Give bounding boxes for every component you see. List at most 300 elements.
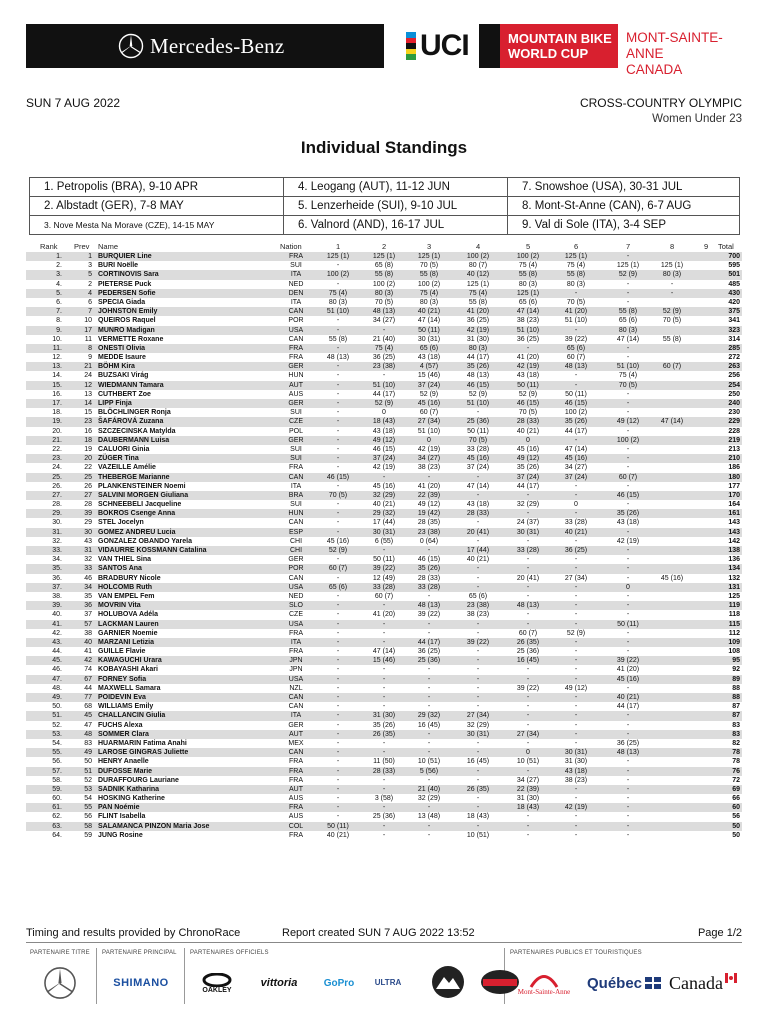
rider-name: HENRY Anaelle: [98, 758, 149, 766]
round-points-cell: 33 (28): [417, 583, 441, 591]
round-points-cell: -: [526, 721, 530, 729]
vittoria-logo: vittoria: [260, 977, 298, 989]
rank-cell: 43.: [52, 638, 62, 646]
round-points-cell: 70 (5): [662, 317, 682, 325]
prev-rank-cell: 6: [88, 298, 92, 306]
rank-cell: 25.: [52, 473, 62, 481]
rank-cell: 50.: [52, 703, 62, 711]
rank-cell: 16.: [52, 390, 62, 398]
prev-rank-cell: 41: [84, 648, 92, 656]
round-points-cell: -: [574, 565, 578, 573]
table-row: [26, 730, 742, 739]
total-points: 92: [732, 666, 740, 674]
round-points-cell: -: [574, 381, 578, 389]
round-points-cell: 100 (2): [326, 271, 350, 279]
round-points-cell: -: [526, 813, 530, 821]
total-points: 420: [728, 298, 740, 306]
rider-name: JOHNSTON Emily: [98, 308, 158, 316]
rank-cell: 51.: [52, 712, 62, 720]
round-points-cell: 19 (42): [417, 510, 441, 518]
nation-cell: MEX: [288, 739, 304, 747]
round-points-cell: 43 (18): [417, 354, 441, 362]
race-cell: 4. Leogang (AUT), 11-12 JUN: [284, 178, 508, 197]
round-points-cell: 16 (45): [417, 721, 441, 729]
round-points-cell: -: [336, 501, 340, 509]
rider-name: HUARMARIN Fatima Anahi: [98, 739, 187, 747]
round-points-cell: 55 (8): [566, 271, 586, 279]
report-created: Report created SUN 7 AUG 2022 13:52: [282, 927, 475, 939]
round-points-cell: -: [526, 583, 530, 591]
round-points-cell: 70 (5): [468, 436, 488, 444]
round-points-cell: 0: [574, 501, 578, 509]
mont-sainte-anne-logo: [512, 964, 576, 1004]
round-points-cell: -: [574, 694, 578, 701]
round-points-cell: 39 (22): [417, 611, 441, 619]
round-points-cell: 125 (1): [326, 253, 350, 260]
prev-rank-cell: 8: [88, 344, 92, 352]
rank-cell: 19.: [52, 418, 62, 426]
race-cell: 3. Nove Mesta Na Morave (CZE), 14-15 MAY: [30, 216, 284, 235]
round-points-cell: 75 (4): [468, 289, 488, 297]
total-points: 60: [732, 804, 740, 812]
round-points-cell: 17 (44): [372, 519, 396, 527]
total-points: 341: [728, 317, 740, 325]
table-row: [26, 307, 742, 316]
rider-name: BUZSAKI Virág: [98, 372, 149, 380]
round-points-cell: 22 (39): [417, 491, 441, 499]
total-points: 228: [728, 427, 740, 435]
round-points-cell: -: [626, 804, 630, 812]
round-points-cell: -: [382, 739, 386, 747]
table-row: [26, 298, 742, 307]
nation-cell: SUI: [290, 501, 302, 509]
rank-cell: 60.: [52, 795, 62, 803]
round-points-cell: 48 (13): [466, 372, 490, 380]
round-points-cell: -: [626, 712, 630, 720]
round-points-cell: 33 (28): [564, 519, 588, 527]
round-points-cell: -: [574, 831, 578, 839]
round-points-cell: 49 (12): [616, 418, 640, 426]
rank-cell: 26.: [52, 482, 62, 490]
rider-name: WILLIAMS Emily: [98, 703, 154, 711]
table-row: [26, 280, 742, 289]
col-round: 2: [382, 242, 387, 251]
venue-line1: MONT-SAINTE-ANNE: [626, 30, 723, 61]
rank-cell: 13.: [52, 363, 62, 371]
round-points-cell: -: [336, 280, 340, 288]
prev-rank-cell: 23: [84, 418, 92, 426]
nation-cell: AUS: [288, 795, 304, 803]
round-points-cell: -: [626, 556, 630, 564]
round-points-cell: -: [574, 436, 578, 444]
rank-cell: 40.: [52, 611, 62, 619]
round-points-cell: 52 (9): [566, 629, 586, 637]
round-points-cell: 45 (16): [417, 400, 441, 407]
table-row: [26, 482, 742, 491]
round-points-cell: 51 (10): [466, 400, 490, 407]
uci-logo: [384, 24, 479, 68]
round-points-cell: -: [382, 547, 386, 554]
round-points-cell: -: [626, 574, 630, 582]
nation-cell: USA: [288, 583, 304, 591]
round-points-cell: 48 (13): [564, 363, 588, 371]
round-points-cell: -: [336, 657, 340, 665]
round-points-cell: -: [336, 464, 340, 472]
round-points-cell: -: [336, 703, 340, 711]
rider-name: CALUORI Ginia: [98, 445, 150, 453]
round-points-cell: -: [526, 831, 530, 839]
round-points-cell: 30 (31): [466, 730, 490, 738]
round-points-cell: 100 (2): [466, 253, 490, 260]
rank-cell: 33.: [52, 547, 62, 554]
rank-cell: 24.: [52, 464, 62, 472]
round-points-cell: 44 (17): [417, 638, 441, 646]
table-row: [26, 353, 742, 362]
round-points-cell: 125 (1): [564, 253, 588, 260]
round-points-cell: -: [574, 721, 578, 729]
rider-name: JUNG Rosine: [98, 831, 143, 839]
round-points-cell: 18 (43): [516, 804, 540, 812]
round-points-cell: -: [382, 749, 386, 757]
round-points-cell: -: [336, 648, 340, 656]
table-row: [26, 362, 742, 371]
round-points-cell: -: [526, 739, 530, 747]
nation-cell: USA: [288, 326, 304, 334]
prev-rank-cell: 59: [84, 831, 92, 839]
round-points-cell: 80 (7): [468, 262, 488, 270]
race-cell: 2. Albstadt (GER), 7-8 MAY: [30, 197, 284, 216]
prev-rank-cell: 31: [84, 547, 92, 554]
quebec-logo: [586, 972, 662, 994]
round-points-cell: 65 (8): [374, 262, 394, 270]
round-points-cell: 40 (21): [466, 556, 490, 564]
prev-rank-cell: 3: [88, 262, 92, 270]
round-points-cell: -: [382, 694, 386, 701]
footer-divider: [26, 942, 742, 943]
round-points-cell: 100 (2): [372, 280, 396, 288]
round-points-cell: 36 (25): [417, 648, 441, 656]
round-points-cell: -: [574, 795, 578, 803]
round-points-cell: 60 (7): [518, 629, 538, 637]
round-points-cell: -: [574, 289, 578, 297]
prev-rank-cell: 24: [84, 372, 92, 380]
round-points-cell: -: [382, 629, 386, 637]
round-points-cell: 52 (9): [468, 390, 488, 398]
round-points-cell: 13 (48): [417, 813, 441, 821]
round-points-cell: -: [626, 795, 630, 803]
total-points: 118: [728, 611, 740, 619]
round-points-cell: 80 (3): [662, 271, 682, 279]
rank-cell: 34.: [52, 556, 62, 564]
table-row: [26, 390, 742, 399]
round-points-cell: 46 (15): [564, 400, 588, 407]
round-points-cell: -: [626, 638, 630, 646]
round-points-cell: -: [574, 510, 578, 518]
round-points-cell: 35 (26): [564, 418, 588, 426]
total-points: 314: [728, 335, 740, 343]
nation-cell: NED: [288, 280, 304, 288]
round-points-cell: -: [626, 629, 630, 637]
round-points-cell: 30 (31): [516, 528, 540, 536]
round-points-cell: 0: [526, 749, 530, 757]
round-points-cell: -: [476, 675, 480, 683]
round-points-cell: 32 (29): [417, 795, 441, 803]
rider-name: MEDDE Isaure: [98, 354, 146, 362]
oakley-text: OAKLEY: [202, 986, 232, 994]
race-cell: 8. Mont-St-Anne (CAN), 6-7 AUG: [508, 197, 740, 216]
round-points-cell: 44 (17): [616, 703, 640, 711]
prev-rank-cell: 53: [84, 785, 92, 793]
total-points: 50: [732, 831, 740, 839]
round-points-cell: 36 (25): [564, 547, 588, 554]
rank-cell: 14.: [52, 372, 62, 380]
quebec-flag-icon: [645, 977, 661, 989]
round-points-cell: 52 (9): [328, 547, 348, 554]
total-points: 119: [728, 602, 740, 610]
round-points-cell: 15 (46): [417, 372, 441, 380]
rank-cell: 23.: [52, 455, 62, 463]
rider-name: BOKROS Csenge Anna: [98, 510, 176, 518]
rank-cell: 28.: [52, 501, 62, 509]
round-points-cell: 100 (2): [417, 280, 441, 288]
race-cell: 1. Petropolis (BRA), 9-10 APR: [30, 178, 284, 197]
table-row: [26, 344, 742, 353]
round-points-cell: 55 (8): [468, 298, 488, 306]
round-points-cell: 49 (12): [564, 684, 588, 692]
rider-name: VAZEILLE Amélie: [98, 464, 156, 472]
nation-cell: AUS: [288, 390, 304, 398]
round-points-cell: 80 (3): [328, 298, 348, 306]
rider-name: FLINT Isabella: [98, 813, 146, 821]
rider-name: LIPP Finja: [98, 400, 132, 407]
round-points-cell: 60 (7): [566, 354, 586, 362]
round-points-cell: 55 (8): [618, 308, 638, 316]
round-points-cell: 41 (20): [372, 611, 396, 619]
nation-cell: USA: [288, 675, 304, 683]
rider-name: CUTHBERT Zoe: [98, 390, 151, 398]
total-points: 88: [732, 684, 740, 692]
total-points: 87: [732, 703, 740, 711]
round-points-cell: -: [382, 831, 386, 839]
round-points-cell: 45 (16): [326, 537, 350, 545]
round-points-cell: 0: [526, 436, 530, 444]
round-points-cell: 22 (39): [516, 785, 540, 793]
total-points: 134: [728, 565, 740, 573]
total-points: 56: [732, 813, 740, 821]
round-points-cell: 32 (29): [466, 721, 490, 729]
round-points-cell: 34 (27): [516, 776, 540, 784]
nation-cell: GER: [288, 436, 304, 444]
table-row: [26, 620, 742, 629]
round-points-cell: 25 (36): [372, 813, 396, 821]
nation-cell: GER: [288, 721, 304, 729]
total-points: 69: [732, 785, 740, 793]
rider-name: MARZANI Letizia: [98, 638, 154, 646]
round-points-cell: 52 (9): [374, 400, 394, 407]
round-points-cell: 50 (11): [565, 390, 587, 398]
rider-name: CHALLANCIN Giulia: [98, 712, 166, 720]
round-points-cell: 23 (38): [372, 363, 396, 371]
round-points-cell: -: [574, 675, 578, 683]
round-points-cell: -: [626, 482, 630, 490]
round-points-cell: 39 (22): [564, 335, 588, 343]
round-points-cell: 125 (1): [466, 280, 490, 288]
rider-name: KOBAYASHI Akari: [98, 666, 158, 674]
col-total: Total: [718, 242, 734, 251]
nation-cell: CZE: [289, 611, 303, 619]
round-points-cell: 30 (31): [564, 749, 588, 757]
round-points-cell: -: [476, 822, 480, 830]
rider-name: CORTINOVIS Sara: [98, 271, 159, 279]
rank-cell: 31.: [52, 528, 62, 536]
rider-name: BURQUIER Line: [98, 253, 152, 260]
rider-name: FUCHS Alexa: [98, 721, 143, 729]
table-row: [26, 601, 742, 610]
table-row: [26, 500, 742, 509]
table-row: [26, 528, 742, 537]
col-rank: Rank: [40, 242, 58, 251]
prev-rank-cell: 12: [84, 381, 92, 389]
nation-cell: CAN: [288, 749, 304, 757]
round-points-cell: 37 (24): [466, 464, 490, 472]
round-points-cell: -: [526, 767, 530, 775]
round-points-cell: 11 (50): [373, 758, 395, 766]
rank-cell: 12.: [52, 354, 62, 362]
nation-cell: NED: [288, 592, 304, 600]
rider-name: MOVRIN Vita: [98, 602, 141, 610]
event-category: Women Under 23: [652, 113, 742, 125]
nation-cell: CAN: [288, 335, 304, 343]
round-points-cell: -: [382, 822, 386, 830]
round-points-cell: -: [476, 537, 480, 545]
round-points-cell: -: [336, 675, 340, 683]
round-points-cell: -: [526, 666, 530, 674]
prev-rank-cell: 57: [84, 620, 92, 628]
round-points-cell: 40 (12): [466, 271, 490, 279]
prev-rank-cell: 34: [84, 583, 92, 591]
round-points-cell: 34 (27): [564, 464, 588, 472]
total-points: 88: [732, 694, 740, 701]
round-points-cell: 4 (57): [419, 363, 439, 371]
race-cell: 5. Lenzerheide (SUI), 9-10 JUL: [284, 197, 508, 216]
round-points-cell: -: [476, 629, 480, 637]
round-points-cell: -: [382, 473, 386, 481]
prev-rank-cell: 68: [84, 703, 92, 711]
rank-cell: 6.: [56, 298, 62, 306]
round-points-cell: -: [336, 510, 340, 518]
total-points: 112: [728, 629, 740, 637]
total-points: 164: [728, 501, 740, 509]
venue-line2: CANADA: [626, 62, 683, 77]
prev-rank-cell: 44: [84, 684, 92, 692]
round-points-cell: 18 (43): [466, 813, 490, 821]
table-row: [26, 647, 742, 656]
mercedes-star-icon: [43, 966, 77, 1000]
round-points-cell: 48 (13): [417, 602, 441, 610]
round-points-cell: -: [526, 592, 530, 600]
round-points-cell: 31 (30): [564, 758, 588, 766]
shimano-logo: SHIMANO: [113, 977, 169, 989]
rank-cell: 49.: [52, 694, 62, 701]
rank-cell: 58.: [52, 776, 62, 784]
round-points-cell: 28 (33): [516, 418, 540, 426]
round-points-cell: -: [574, 592, 578, 600]
rank-cell: 45.: [52, 657, 62, 665]
prev-rank-cell: 28: [84, 501, 92, 509]
round-points-cell: -: [626, 390, 630, 398]
round-points-cell: -: [574, 739, 578, 747]
round-points-cell: -: [626, 822, 630, 830]
round-points-cell: 39 (22): [616, 657, 640, 665]
round-points-cell: 26 (35): [372, 730, 396, 738]
round-points-cell: 46 (15): [616, 491, 640, 499]
round-points-cell: -: [476, 795, 480, 803]
round-points-cell: 39 (22): [466, 638, 490, 646]
round-points-cell: -: [626, 427, 630, 435]
round-points-cell: 16 (45): [516, 657, 540, 665]
series-line1: MOUNTAIN BIKE: [508, 31, 612, 46]
prev-rank-cell: 2: [88, 280, 92, 288]
round-points-cell: 75 (4): [618, 372, 638, 380]
total-points: 430: [728, 289, 740, 297]
round-points-cell: -: [382, 776, 386, 784]
round-points-cell: 32 (29): [372, 491, 396, 499]
round-points-cell: -: [626, 547, 630, 554]
table-row: [26, 546, 742, 555]
table-row: [26, 721, 742, 730]
round-points-cell: -: [427, 776, 431, 784]
nation-cell: DEN: [288, 289, 304, 297]
rank-cell: 27.: [52, 491, 62, 499]
table-row: [26, 399, 742, 408]
round-points-cell: -: [476, 583, 480, 591]
rider-name: BURI Noëlle: [98, 262, 139, 270]
nation-cell: GER: [288, 363, 304, 371]
round-points-cell: 44 (17): [372, 390, 396, 398]
rider-name: STEL Jocelyn: [98, 519, 144, 527]
rider-name: HOLUBOVA Adéla: [98, 611, 159, 619]
round-points-cell: 34 (27): [417, 455, 441, 463]
round-points-cell: 47 (14): [466, 482, 490, 490]
table-row: [26, 436, 742, 445]
round-points-cell: 23 (38): [417, 528, 441, 536]
round-points-cell: 10 (51): [417, 758, 441, 766]
prev-rank-cell: 11: [84, 335, 92, 343]
round-points-cell: -: [382, 675, 386, 683]
round-points-cell: 55 (8): [419, 271, 439, 279]
prev-rank-cell: 39: [84, 510, 92, 518]
total-points: 170: [728, 491, 740, 499]
rider-name: GONZALEZ OBANDO Yarela: [98, 537, 193, 545]
nation-cell: HUN: [288, 372, 304, 380]
table-row: [26, 583, 742, 592]
total-points: 501: [728, 271, 740, 279]
round-points-cell: 47 (14): [616, 335, 640, 343]
round-points-cell: -: [476, 565, 480, 573]
round-points-cell: 55 (8): [518, 271, 538, 279]
round-points-cell: 60 (7): [618, 473, 638, 481]
round-points-cell: 49 (12): [372, 436, 396, 444]
rider-name: ŠAFÁROVÁ Zuzana: [98, 418, 164, 426]
nation-cell: FRA: [289, 831, 303, 839]
rider-name: LAROSE GINGRAS Juliette: [98, 749, 189, 757]
prev-rank-cell: 50: [84, 758, 92, 766]
round-points-cell: -: [574, 620, 578, 628]
round-points-cell: -: [336, 482, 340, 490]
round-points-cell: -: [336, 436, 340, 444]
round-points-cell: 28 (33): [417, 574, 441, 582]
total-points: 132: [728, 574, 740, 582]
